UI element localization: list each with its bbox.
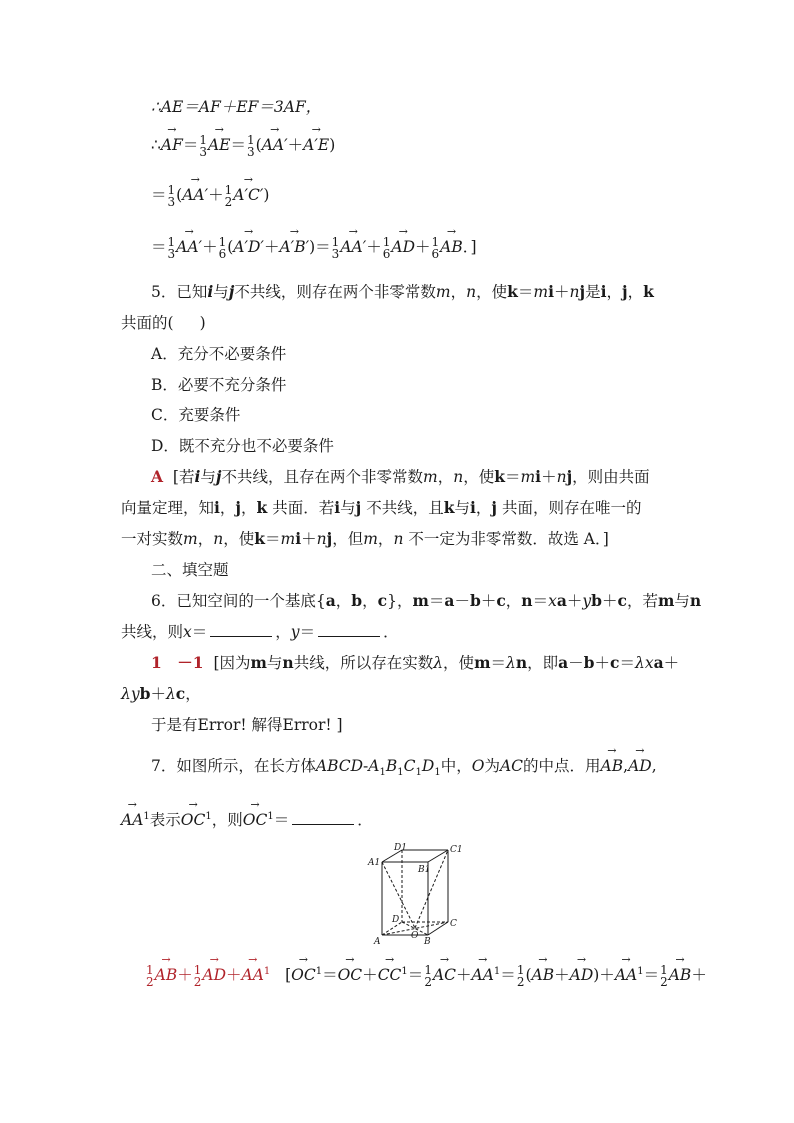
answer-blank-oc1[interactable] bbox=[292, 810, 354, 825]
q6-stem-line2: 共线，则x＝ ，y＝ ． bbox=[121, 623, 399, 641]
answer-blank-y[interactable] bbox=[318, 622, 380, 637]
q7-stem: 7．如图所示，在长方体ABCD-$A_1B_1C_1D_1$中，O为AC的中点．用→ AB,→ AD, bbox=[151, 756, 657, 783]
label-a1: A1 bbox=[368, 858, 381, 868]
q5-stem: 5．已知i与j不共线，则存在两个非零常数m，n，使k＝mi＋nj是i，j，k bbox=[151, 282, 654, 301]
q6-explanation-line2: λyb＋λc， bbox=[121, 684, 201, 703]
option-d: D．既不充分也不必要条件 bbox=[151, 437, 334, 455]
step-line-2: ∴→ AF＝ 1 3 → AE＝ 1 3 (→ AA′＋→ A′E) bbox=[151, 134, 335, 158]
label-c: C bbox=[450, 919, 457, 929]
q6-stem: 6．已知空间的一个基底{a，b，c}，m＝a－b＋c，n＝xa＋yb＋c，若m与n bbox=[151, 591, 702, 610]
q6-explanation: 1 －1 [因为m与n共线，所以存在实数λ，使m＝λn，即a－b＋c＝λxa＋ bbox=[151, 653, 680, 672]
label-a: A bbox=[374, 937, 381, 947]
option-a: A．充分不必要条件 bbox=[151, 345, 287, 363]
fraction: 1 3 bbox=[199, 133, 207, 159]
q5-explanation-line3: 一对实数m，n，使k＝mi＋nj，但m，n 不一定为非零常数．故选 A．] bbox=[121, 529, 609, 548]
option-b: B．必要不充分条件 bbox=[151, 376, 287, 394]
q5-answer: A bbox=[151, 467, 164, 486]
label-b1: B1 bbox=[418, 865, 431, 875]
label-d: D bbox=[392, 915, 400, 925]
answer-blank-x[interactable] bbox=[210, 622, 272, 637]
step-line-4: ＝ 1 3 → AA′＋ 1 6 (→ A′D′＋→ A′B′)＝ 1 3 → AA′＋ 1 6 → AD＋ 1 6 → AB．] bbox=[151, 236, 477, 260]
step-line-3: ＝ 1 3 (→ AA′＋ 1 2 → A′C′) bbox=[151, 184, 269, 208]
q7-stem-line2: → $AA^1$表示→ $OC^1$，则→ $OC^1=$ ． bbox=[121, 807, 373, 830]
label-d1: D1 bbox=[394, 843, 407, 853]
q5-explanation-line2: 向量定理，知i，j，k 共面．若i与j 不共线，且k与i，j 共面，则存在唯一的 bbox=[121, 498, 642, 517]
step-line-1: ∴AE＝AF＋EF＝3AF， bbox=[151, 98, 322, 116]
label-b: B bbox=[424, 937, 431, 947]
cuboid-figure bbox=[360, 840, 470, 950]
section-title: 二、填空题 bbox=[151, 561, 229, 579]
q7-answer-line: 1 2 → AB＋ 1 2 → $AD+\to AA^1$ [→ $OC^1=\to OC+\to CC^1=$ 1 2 → $AC+\to AA^1=$ 1 2 (→ $AB+\to AD)+\to AA^1=$ 1 2 → AB＋ bbox=[145, 962, 707, 988]
q5-stem-line2: 共面的( ) bbox=[121, 314, 206, 332]
q6-answer: 1 －1 bbox=[151, 653, 204, 672]
q6-explanation-line3: 于是有Error! 解得Error! ] bbox=[151, 716, 343, 734]
label-c1: C1 bbox=[450, 845, 463, 855]
option-c: C．充要条件 bbox=[151, 406, 241, 424]
label-o: O bbox=[411, 931, 419, 941]
q7-answer: 1 2 → AB＋ 1 2 → $AD+\to AA^1$ bbox=[145, 966, 270, 984]
q5-explanation: A [若i与j不共线，且存在两个非零常数m，n，使k＝mi＋nj，则由共面 bbox=[151, 467, 650, 486]
